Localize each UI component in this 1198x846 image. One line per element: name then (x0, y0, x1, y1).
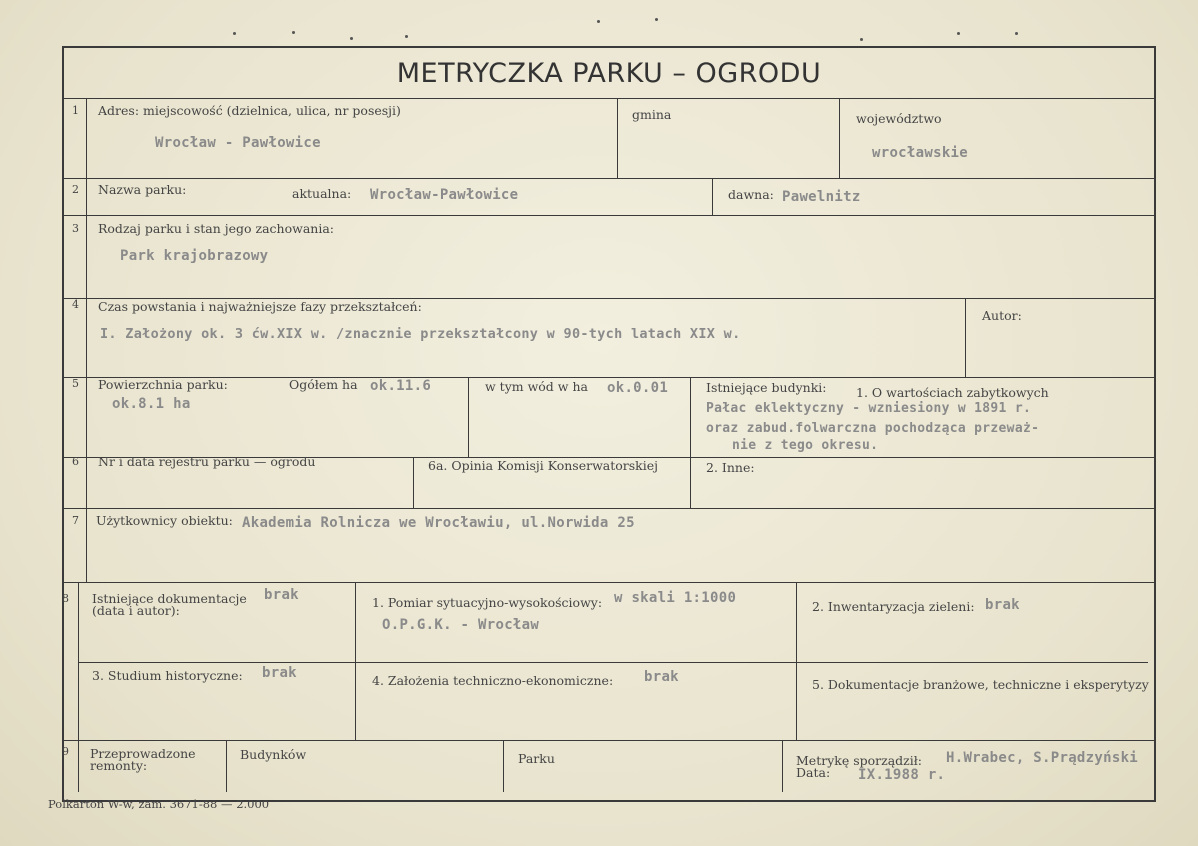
docs-value: brak (264, 587, 299, 603)
gmina-label: gmina (632, 107, 672, 122)
date-value: IX.1988 r. (858, 767, 946, 783)
current-name-value: Wrocław-Pawłowice (370, 187, 519, 203)
area-label: Powierzchnia parku: (98, 377, 228, 392)
monuments-value-line-2: oraz zabud.folwarczna pochodząca przeważ- (706, 421, 1040, 436)
repairs-label-line-1: Przeprowadzone (90, 746, 196, 761)
author-label: Autor: (982, 308, 1022, 323)
monuments-value-line-3: nie z tego okresu. (732, 438, 879, 453)
users-label: Użytkownicy obiektu: (96, 513, 233, 528)
tech-econ-label: 4. Założenia techniczno-ekonomiczne: (372, 673, 614, 688)
printer-footer: Polkarton W-w, zam. 3671-88 — 2.000 (48, 797, 270, 811)
row-number: 7 (72, 514, 79, 527)
former-name-value: Pawelnitz (782, 189, 861, 205)
current-name-label: aktualna: (292, 186, 352, 201)
park-name-label: Nazwa parku: (98, 182, 187, 197)
wojewodztwo-value: wrocławskie (872, 145, 969, 161)
row-number: 9 (62, 745, 69, 758)
inventory-value: brak (985, 597, 1020, 613)
row-number: 4 (72, 298, 79, 311)
tech-econ-value: brak (644, 669, 679, 685)
wojewodztwo-label: województwo (856, 111, 942, 126)
total-area-value: ok.11.6 (370, 378, 432, 394)
monuments-label: 1. O wartościach zabytkowych (856, 385, 1049, 400)
inventory-label: 2. Inwentaryzacja zieleni: (812, 599, 975, 614)
former-name-label: dawna: (728, 187, 774, 202)
park-type-label: Rodzaj parku i stan jego zachowania: (98, 221, 334, 236)
history-label: 3. Studium historyczne: (92, 668, 243, 683)
monuments-value-line-1: Pałac eklektyczny - wzniesiony w 1891 r. (706, 401, 1032, 416)
park-type-value: Park krajobrazowy (120, 248, 269, 264)
register-label: Nr i data rejestru parku — ogrodu (98, 454, 316, 469)
buildings-label: Istniejące budynki: (706, 380, 827, 395)
repairs-park-label: Parku (518, 751, 555, 766)
address-value: Wrocław - Pawłowice (155, 135, 321, 151)
made-by-label: Metrykę sporządził: (796, 753, 923, 768)
users-value: Akademia Rolnicza we Wrocławiu, ul.Norwida 25 (242, 515, 635, 531)
repairs-label-line-2: remonty: (90, 758, 148, 773)
opinion-label: 6a. Opinia Komisji Konserwatorskiej (428, 458, 659, 473)
docs-label-line-2: (data i autor): (92, 603, 180, 618)
area-value: ok.8.1 ha (112, 396, 191, 412)
repairs-buildings-label: Budynków (240, 747, 307, 762)
total-area-label: Ogółem ha (289, 377, 358, 392)
address-label: Adres: miejscowość (dzielnica, ulica, nr posesji) (98, 103, 401, 118)
survey-value: O.P.G.K. - Wrocław (382, 617, 540, 633)
period-value: I. Założony ok. 3 ćw.XIX w. /znacznie przekształcony w 90-tych latach XIX w. (100, 326, 741, 342)
docs-label-line-1: Istniejące dokumentacje (92, 591, 247, 606)
row-number: 1 (72, 104, 79, 117)
water-area-value: ok.0.01 (607, 380, 669, 396)
survey-scale: w skali 1:1000 (614, 590, 737, 606)
row-number: 2 (72, 183, 79, 196)
history-value: brak (262, 665, 297, 681)
form-title: METRYCZKA PARKU – OGRODU (396, 58, 822, 89)
date-label: Data: (796, 765, 831, 780)
row-number: 8 (62, 592, 69, 605)
branch-docs-label: 5. Dokumentacje branżowe, techniczne i eksperytyzy (812, 677, 1149, 692)
other-buildings-label: 2. Inne: (706, 460, 755, 475)
survey-label: 1. Pomiar sytuacyjno-wysokościowy: (372, 595, 603, 610)
row-number: 6 (72, 455, 79, 468)
water-area-label: w tym wód w ha (485, 379, 588, 394)
period-label: Czas powstania i najważniejsze fazy przekształceń: (98, 299, 422, 314)
row-number: 3 (72, 222, 79, 235)
row-number: 5 (72, 377, 79, 390)
made-by-value: H.Wrabec, S.Prądzyński (946, 750, 1139, 766)
